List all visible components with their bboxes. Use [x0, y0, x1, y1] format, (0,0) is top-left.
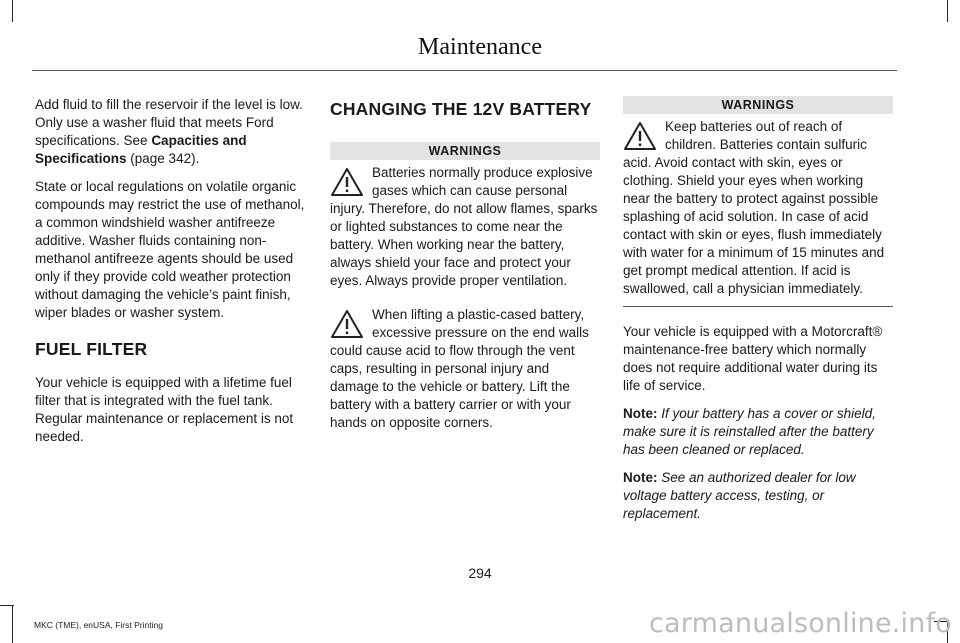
crop-mark-top-left-vertical [12, 0, 13, 22]
column-middle [330, 96, 600, 448]
warning-text: Batteries normally produce explosive gases which can cause personal injury. Therefore, do not allow flames, sparks or lighted substances to come near the battery. When working near the battery, always shield your face and protect your eyes. Always provide proper ventilation. [330, 165, 598, 288]
warning-explosive-gases [330, 164, 600, 290]
warning-plastic-cased-battery [330, 306, 600, 432]
note-text: If your battery has a cover or shield, make sure it is reinstalled after the battery has been cleaned or replaced. [623, 406, 876, 457]
warnings-header: WARNINGS [623, 96, 893, 114]
fuel-filter-paragraph: Your vehicle is equipped with a lifetime fuel filter that is integrated with the fuel tank. Regular maintenance or replacement is not needed. [35, 375, 294, 444]
note-authorized-dealer [623, 469, 893, 523]
footer-edition: MKC (TME), enUSA, First Printing [34, 620, 163, 630]
page-reference: (page 342). [126, 151, 200, 166]
capacities-link[interactable]: Capacities and Specifications [35, 133, 247, 166]
column-right [623, 96, 893, 533]
page-title: Maintenance [418, 34, 542, 60]
warning-triangle-icon [623, 121, 661, 151]
note-label: Note: [623, 406, 658, 421]
voc-regulations-paragraph: State or local regulations on volatile organic compounds may restrict the use of methanol, a common windshield washer antifreeze additive. Washer fluids containing non-methanol antifreeze agents should be used only if they provide cold weather protection without damaging the vehicle’s paint finish, wiper blades or washer system. [35, 179, 305, 320]
warning-text: When lifting a plastic-cased battery, excessive pressure on the end walls could cause acid to flow through the vent caps, resulting in personal injury and damage to the vehicle or battery. Lift the battery with a battery carrier or with your hands on opposite corners. [330, 307, 589, 430]
crop-mark-top-right-vertical [947, 0, 948, 22]
warning-text: Keep batteries out of reach of children. Batteries contain sulfuric acid. Avoid contact with skin, eyes or clothing. Shield your eyes when working near the battery to protect against possible splashing of acid solution. In case of acid contact with skin or eyes, flush immediately with water for a minimum of 15 minutes and get prompt medical attention. If acid is swallowed, call a physician immediately. [623, 119, 885, 296]
watermark: carmanualsonline.info [649, 608, 952, 639]
page-number: 294 [468, 565, 492, 581]
column-left [35, 96, 305, 456]
header-divider [32, 70, 897, 71]
washer-fluid-paragraph [35, 96, 305, 168]
note-cover-shield [623, 405, 893, 459]
warnings-header: WARNINGS [330, 142, 600, 160]
crop-mark-bottom-left-vertical [12, 605, 13, 643]
note-label: Note: [623, 470, 658, 485]
motorcraft-battery-paragraph: Your vehicle is equipped with a Motorcraft® maintenance-free battery which normally does not require additional water during its life of service. [623, 324, 883, 393]
battery-heading: CHANGING THE 12V BATTERY [330, 99, 592, 119]
warning-sulfuric-acid [623, 118, 893, 307]
washer-fluid-text: Add fluid to fill the reservoir if the level is low. Only use a washer fluid that meets Ford specifications. See [35, 97, 303, 148]
warning-triangle-icon [330, 167, 368, 197]
warning-triangle-icon [330, 309, 368, 339]
fuel-filter-heading: FUEL FILTER [35, 339, 148, 359]
note-text: See an authorized dealer for low voltage battery access, testing, or replacement. [623, 470, 856, 521]
